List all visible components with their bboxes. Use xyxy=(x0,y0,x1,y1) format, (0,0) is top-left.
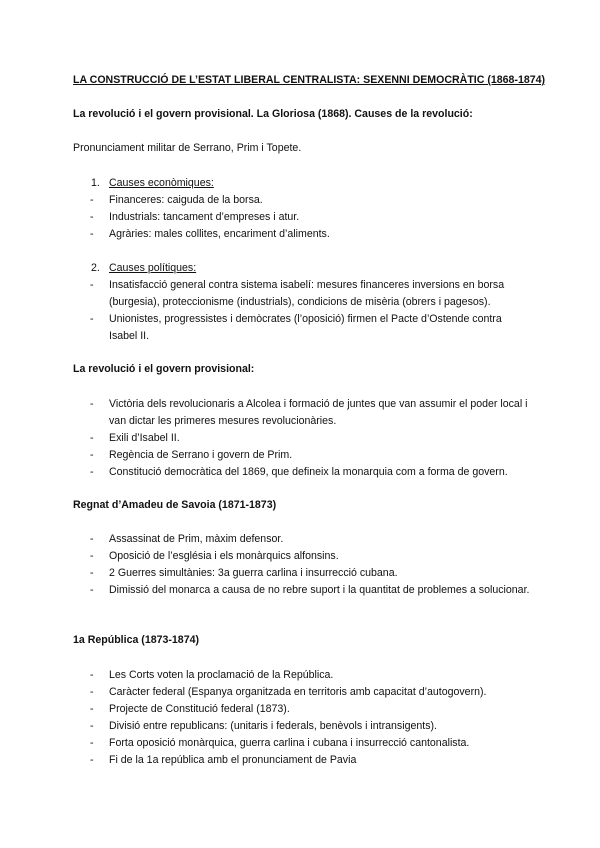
political-causes-list xyxy=(90,277,530,345)
list-item: - Forta oposició monàrquica, guerra carlina i cubana i insurrecció cantonalista. xyxy=(90,735,530,752)
numbered-heading-economiques xyxy=(91,177,214,190)
numbered-heading-politiques xyxy=(91,262,196,275)
list-item: - Insatisfacció general contra sistema isabelí: mesures financeres inversions en borsa (burgesia), proteccionisme (industrials), condicions de misèria (obrers i pagesos). xyxy=(90,277,530,311)
list-item: - Caràcter federal (Espanya organitzada en territoris amb capacitat d’autogovern). xyxy=(90,684,530,701)
section-heading-republica: 1a República (1873-1874) xyxy=(73,634,200,646)
section-heading-amadeu: Regnat d’Amadeu de Savoia (1871-1873) xyxy=(73,499,277,511)
list-item: - Divisió entre republicans: (unitaris i federals, benèvols i intransigents). xyxy=(90,718,530,735)
list-item: - Exili d’Isabel II. xyxy=(90,430,530,447)
list-item: - Industrials: tancament d’empreses i atur. xyxy=(90,209,530,226)
economic-causes-list xyxy=(90,192,530,243)
section-heading-revolucio: La revolució i el govern provisional. La Gloriosa (1868). Causes de la revolució: xyxy=(73,108,473,120)
list-number: 2. xyxy=(91,262,100,274)
list-item: - Les Corts voten la proclamació de la República. xyxy=(90,667,530,684)
group-title: Causes econòmiques: xyxy=(109,177,214,189)
list-item: - Fi de la 1a república amb el pronunciament de Pavia xyxy=(90,752,530,769)
list-number: 1. xyxy=(91,177,100,189)
list-item: - Oposició de l’església i els monàrquics alfonsins. xyxy=(90,548,530,565)
group-title: Causes polítiques: xyxy=(109,262,197,274)
list-item: - Projecte de Constitució federal (1873). xyxy=(90,701,530,718)
amadeu-list xyxy=(90,531,530,599)
list-item: - Regència de Serrano i govern de Prim. xyxy=(90,447,530,464)
document-title: LA CONSTRUCCIÓ DE L’ESTAT LIBERAL CENTRALISTA: SEXENNI DEMOCRÀTIC (1868-1874) xyxy=(73,74,546,86)
govern-provisional-list xyxy=(90,396,530,481)
section-heading-govern-provisional: La revolució i el govern provisional: xyxy=(73,363,255,375)
list-item: - Agràries: males collites, encariment d’aliments. xyxy=(90,226,530,243)
list-item: - Unionistes, progressistes i demòcrates (l’oposició) firmen el Pacte d’Ostende contra Isabel II. xyxy=(90,311,530,345)
list-item: - Constitució democràtica del 1869, que defineix la monarquia com a forma de govern. xyxy=(90,464,530,481)
list-item: - Financeres: caiguda de la borsa. xyxy=(90,192,530,209)
list-item: - 2 Guerres simultànies: 3a guerra carlina i insurrecció cubana. xyxy=(90,565,530,582)
list-item: - Dimissió del monarca a causa de no rebre suport i la quantitat de problemes a solucionar. xyxy=(90,582,530,599)
intro-paragraph: Pronunciament militar de Serrano, Prim i Topete. xyxy=(73,142,302,154)
list-item: - Victòria dels revolucionaris a Alcolea i formació de juntes que van assumir el poder local i van dictar les primeres mesures revolucionàries. xyxy=(90,396,530,430)
republica-list xyxy=(90,667,530,769)
list-item: - Assassinat de Prim, màxim defensor. xyxy=(90,531,530,548)
